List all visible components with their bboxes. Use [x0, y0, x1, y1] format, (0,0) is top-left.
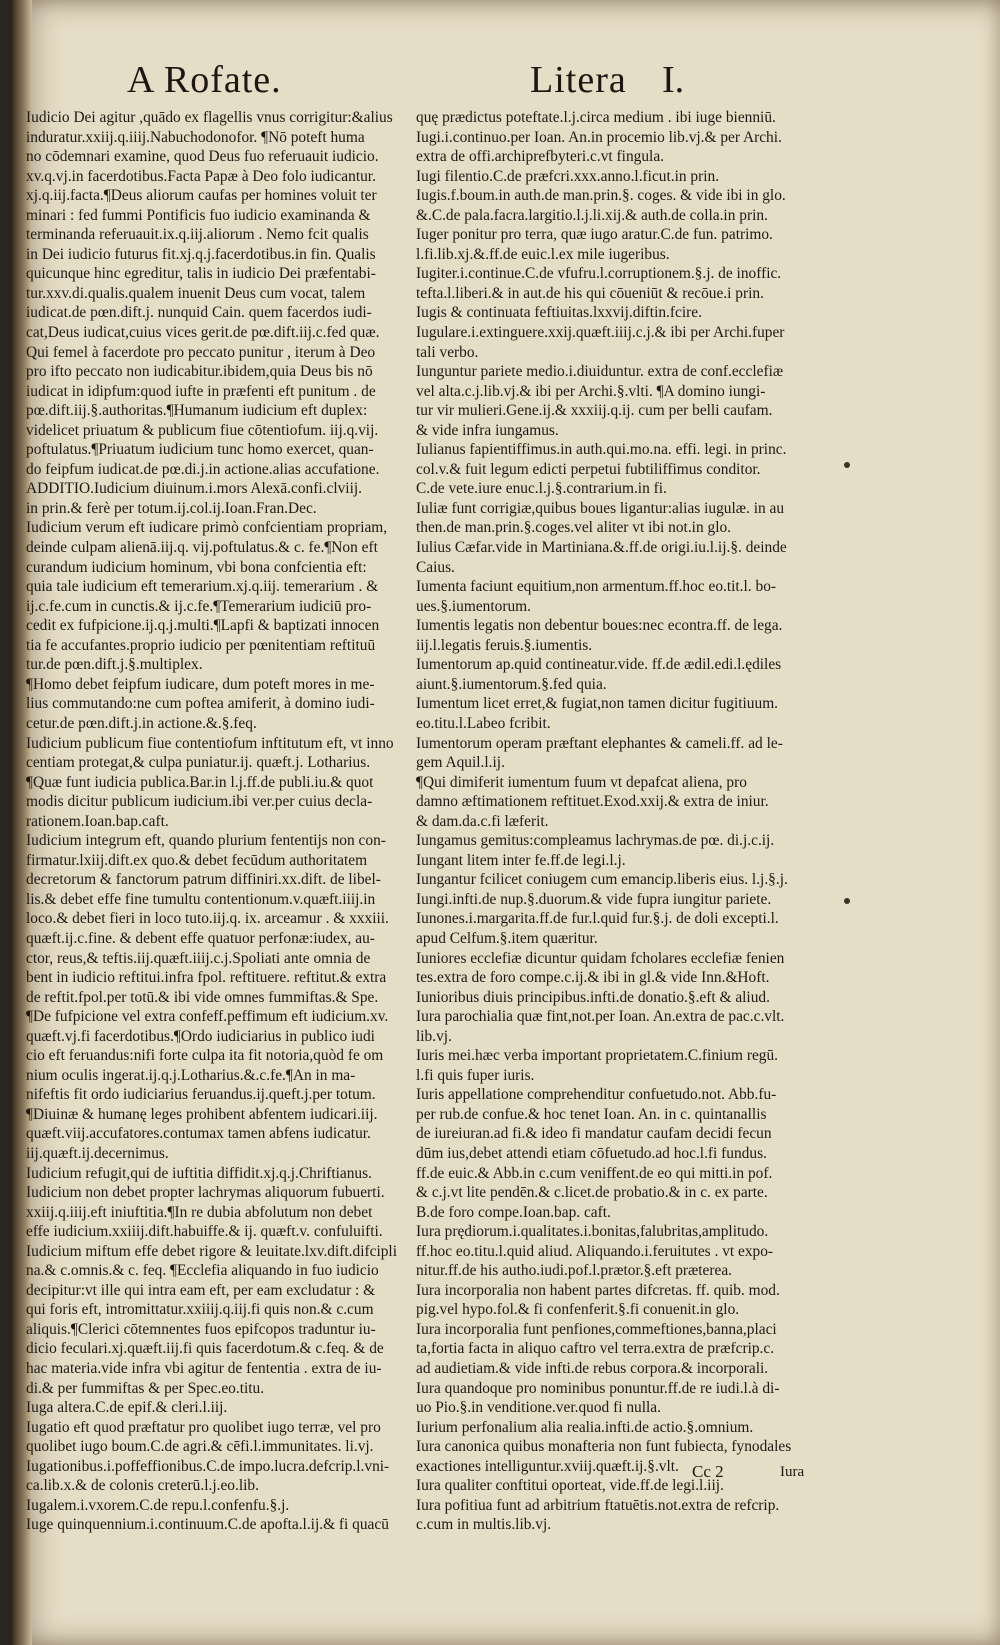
text-line: l.fi.lib.xj.&.ff.de euic.l.ex mile iugeribus. — [416, 245, 670, 263]
catchword: Iura — [780, 1464, 805, 1480]
text-line: ij.c.fe.cum in cunctis.& ij.c.fe.¶Temerarium iudiciū pro- — [26, 597, 372, 615]
text-line: l.fi quis fuper iuris. — [416, 1066, 535, 1084]
text-line: Iugiter.i.continue.C.de vfufru.l.corruptionem.§.j. de inoffic. — [416, 265, 782, 283]
text-line: quolibet iugo boum.C.de agri.& cēfi.l.immunitates. li.vj. — [26, 1438, 374, 1456]
text-line: de iureiuran.ad fi.& ideo fi mandatur caufam decidi fecun — [416, 1125, 772, 1143]
text-line: xv.q.vj.in facerdotibus.Facta Papæ à Deo folo iudicantur. — [26, 167, 376, 185]
text-line: Iungamus gemitus:compleamus lachrymas.de pœ. di.j.c.ij. — [416, 832, 775, 850]
text-line: ad audietiam.& vide infti.de rebus corpora.& incorporali. — [416, 1360, 769, 1377]
text-line: col.v.& fuit legum edicti perpetui fubtiliffimus conditor. — [416, 460, 761, 478]
text-line: de reftit.fpol.per totū.& ibi vide omnes fummiftas.& Spe. — [26, 988, 379, 1006]
right-column — [416, 108, 844, 1535]
text-line: iudicat.de pœn.dift.j. nunquid Cain. quem facerdos iudi- — [26, 304, 372, 322]
text-line: xj.q.iij.facta.¶Deus aliorum caufas per homines voluit ter — [26, 187, 377, 205]
text-line: Iumenta faciunt equitium,non armentum.ff.hoc eo.tit.l. bo- — [416, 578, 777, 596]
text-line: gem Aquil.l.ij. — [416, 754, 505, 772]
text-line: cat,Deus iudicat,cuius vices gerit.de pœ.dift.iij.c.fed quæ. — [26, 324, 380, 342]
text-line: no cōdemnari examine, quod Deus fuo referuauit iudicio. — [26, 148, 379, 166]
text-line: Iuris mei.hæc verba important proprietatem.C.finium regū. — [416, 1047, 779, 1065]
text-line: quia tale iudicium eft temerarium.xj.q.iij. temerarium . & — [26, 578, 379, 596]
text-line: Iugationibus.i.poffeffionibus.C.de impo.lucra.defcrip.l.vni- — [26, 1457, 390, 1475]
text-line: pœ.dift.iij.§.authoritas.¶Humanum iudicium eft duplex: — [26, 402, 368, 420]
running-head-left: A Rofate. — [127, 59, 282, 101]
text-line: cio eft feruandus:nifi forte culpa ita fit notoria,quòd fe om — [26, 1047, 384, 1065]
text-line: firmatur.lxiij.dift.ex quo.& debet fecūdum authoritatem — [26, 851, 368, 869]
text-line: Iunguntur pariete medio.i.diuiduntur. extra de conf.ecclefiæ — [416, 363, 784, 381]
text-line: qui foris eft, intromittatur.xxiiij.q.iij.fi quis non.& c.cum — [26, 1301, 374, 1319]
text-line: & dam.da.c.fi læferit. — [416, 812, 549, 830]
text-line: tur.xxv.di.qualis.qualem inuenit Deus cum vocat, talem — [26, 284, 366, 302]
text-line: Iumentorum ap.quid contineatur.vide. ff.de ædil.edi.l.ędiles — [416, 656, 782, 674]
text-line: B.de foro compe.Ioan.bap. caft. — [416, 1203, 611, 1221]
text-line: Iuge quinquennium.i.continuum.C.de apofta.l.ij.& fi quacū — [26, 1516, 389, 1534]
text-line: quæft.ij.c.fine. & debent effe quatuor perfonæ:iudex, au- — [26, 929, 375, 947]
text-line: Iudicium verum eft iudicare primò confcientiam propriam, — [26, 519, 388, 537]
text-line: ¶Diuinæ & humanę leges prohibent abfentem iudicari.iij. — [26, 1105, 378, 1123]
text-line: Iudicium non debet propter lachrymas aliquorum fubuerti. — [26, 1184, 385, 1202]
text-line: curandum iudicium hominum, vbi bona confcientia eft: — [26, 558, 367, 576]
text-line: Iugis & continuata feftiuitas.lxxvij.diftin.fcire. — [416, 304, 702, 322]
text-line: tur vir mulieri.Gene.ij.& xxxiij.q.ij. cum per belli caufam. — [416, 402, 773, 420]
text-line: Iugi filentio.C.de præfcri.xxx.anno.l.ficut.in prin. — [416, 167, 720, 185]
text-line: iij.l.legatis feruis.§.iumentis. — [416, 636, 593, 654]
text-line: Iuliæ funt corrigiæ,quibus boues ligantur:alias iugulæ. in au — [416, 499, 785, 517]
text-line: dicio feculari.xj.quæft.iij.fi quis facerdotum.& c.feq. & de — [26, 1340, 384, 1358]
text-line: ff.hoc eo.titu.l.quid aliud. Aliquando.i.feruitutes . vt expo- — [416, 1242, 774, 1260]
text-line: & c.j.vt lite pendēn.& c.licet.de probatio.& in c. ex parte. — [416, 1184, 768, 1202]
text-line: Iulianus fapientiffimus.in auth.qui.mo.na. effi. legi. in princ. — [416, 441, 787, 459]
text-line: nitur.ff.de his autho.iudi.pof.l.prætor.§.eft præterea. — [416, 1262, 733, 1280]
text-line: ADDITIO.Iudicium diuinum.i.mors Alexā.confi.clviij. — [26, 480, 362, 498]
text-line: Qui femel à facerdote pro peccato punitur , iterum à Deo — [26, 343, 376, 361]
text-line: effe iudicium.xxiiij.dift.habuiffe.& ij. quæft.v. confuluifti. — [26, 1223, 383, 1241]
text-line: aiunt.§.iumentorum.§.fed quia. — [416, 675, 607, 693]
text-line: na.& c.omnis.& c. feq. ¶Ecclefia aliquando in fuo iudicio — [26, 1262, 379, 1280]
text-line: vel alta.c.j.lib.vj.& ibi per Archi.§.vlti. ¶A domino iungi- — [416, 382, 766, 400]
text-line: Iuger ponitur pro terra, quæ iugo aratur.C.de fun. patrimo. — [416, 226, 773, 244]
text-line: per rub.de confue.& hoc tenet Ioan. An. in c. quintanallis — [416, 1105, 767, 1123]
text-line: lib.vj. — [416, 1027, 452, 1045]
text-line: tefta.l.liberi.& in aut.de his qui cōueniūt & recōue.i prin. — [416, 284, 764, 302]
text-line: Iuniores ecclefiæ dicuntur quidam fcholares ecclefiæ fenien — [416, 949, 785, 967]
text-line: loco.& debet fieri in loco tuto.iij.q. ix. arceamur . & xxxiii. — [26, 910, 389, 928]
text-line: iij.quæft.ij.decernimus. — [26, 1144, 169, 1162]
text-line: tali verbo. — [416, 343, 479, 361]
text-line: Iudicium miftum effe debet rigore & leuitate.lxv.dift.difcipli — [26, 1242, 397, 1260]
text-line: ta,fortia facta in aliquo caftro vel terra.extra de præfcrip.c. — [416, 1340, 775, 1358]
text-line: quę prædictus poteftate.l.j.circa medium . ibi iuge bienniū. — [416, 109, 776, 126]
text-line: Iurium perfonalium alia realia.infti.de actio.§.omnium. — [416, 1418, 754, 1436]
text-line: Iura qualiter conftitui oporteat, vide.ff.de legi.l.iij. — [416, 1477, 724, 1495]
text-line: C.de vete.iure enuc.l.j.§.contrarium.in fi. — [416, 480, 667, 498]
text-line: Iungi.infti.de nup.§.duorum.& vide fupra iungitur pariete. — [416, 890, 772, 908]
text-line: Iunioribus diuis principibus.infti.de donatio.§.eft & aliud. — [416, 988, 770, 1006]
text-line: quæft.viij.accufatores.contumax tamen abfens iudicatur. — [26, 1125, 371, 1143]
text-line: Iumentorum operam præftant elephantes & cameli.ff. ad le- — [416, 734, 783, 752]
text-line: Iunones.i.margarita.ff.de fur.l.quid fur.§.j. de doli excepti.l. — [416, 910, 779, 928]
left-column — [26, 108, 404, 1535]
text-line: poftulatus.¶Priuatum iudicium tunc homo exercet, quan- — [26, 441, 374, 459]
text-line: Iura incorporalia non habent partes difcretas. ff. quib. mod. — [416, 1281, 780, 1299]
text-line: ca.lib.x.& de colonis creterū.l.j.eo.lib. — [26, 1477, 259, 1495]
text-line: Iura incorporalia funt penfiones,commeftiones,banna,placi — [416, 1320, 777, 1338]
text-line: pro ifto peccato non iudicabitur.ibidem,quia Deus bis nō — [26, 363, 373, 381]
text-line: Iudicio Dei agitur ,quādo ex flagellis vnus corrigitur:&alius — [26, 109, 393, 126]
text-line: in prin.& ferè per totum.ij.col.ij.Ioan.Fran.Dec. — [26, 499, 317, 517]
text-line: ues.§.iumentorum. — [416, 597, 531, 615]
text-line: minari : fed fummi Pontificis fuo iudicio examinanda & — [26, 206, 371, 224]
text-line: Iumentis legatis non debentur boues:nec econtra.ff. de lega. — [416, 617, 783, 635]
text-line: dūm ius,debet attendi etiam cōfuetudo.ad hoc.l.fi fundus. — [416, 1144, 767, 1162]
text-line: exactiones intelliguntur.xviij.quæft.ij.§.vlt. — [416, 1457, 679, 1475]
text-line: eo.titu.l.Labeo fcribit. — [416, 714, 551, 732]
text-line: induratur.xxiij.q.iiij.Nabuchodonofor. ¶Nō poteft huma — [26, 128, 365, 146]
text-line: cedit ex fufpicione.ij.q.j.multi.¶Lapfi & baptizati innocen — [26, 617, 380, 635]
text-line: deinde culpam alienā.iij.q. vij.poftulatus.& c. fe.¶Non eft — [26, 539, 378, 557]
signature-mark: Cc 2 — [692, 1462, 724, 1481]
text-line: ¶Quæ funt iudicia publica.Bar.in l.j.ff.de publi.iu.& quot — [26, 773, 374, 791]
text-line: Caius. — [416, 558, 455, 576]
text-line: Iudicium refugit,qui de iuftitia diffidit.xj.q.j.Chriftianus. — [26, 1164, 372, 1182]
text-line: ctor, reus,& teftis.iij.quæft.iiij.c.j.Spoliati ante omnia de — [26, 949, 371, 967]
text-line: nifeftis fit ordo iudiciarius feruandus.ij.queft.j.per totum. — [26, 1086, 376, 1104]
text-line: xxiij.q.iiij.eft iniuftitia.¶In re dubia abfolutum non debet — [26, 1203, 373, 1221]
text-line: & vide infra iungamus. — [416, 421, 559, 439]
text-line: quæft.vj.fi facerdotibus.¶Ordo iudiciarius in publico iudi — [26, 1027, 375, 1045]
text-line: ff.de euic.& Abb.in c.cum veniffent.de eo qui mitti.in pof. — [416, 1164, 773, 1182]
text-line: pig.vel hypo.fol.& fi confenferit.§.fi conuenit.in glo. — [416, 1301, 740, 1319]
text-line: ¶Homo debet feipfum iudicare, dum poteft mores in me- — [26, 675, 375, 693]
text-line: terminanda referuauit.ix.q.iij.aliorum . Nemo fcit qualis — [26, 226, 369, 244]
text-line: lis.& debet effe fine tumultu contentionum.v.quæft.iiij.in — [26, 890, 376, 908]
text-line: Iuga altera.C.de epif.& cleri.l.iij. — [26, 1399, 228, 1417]
text-line: decipitur:vt ille qui intra eam eft, per eam excludatur : & — [26, 1281, 376, 1299]
text-line: Iugulare.i.extinguere.xxij.quæft.iiij.c.j.& ibi per Archi.fuper — [416, 324, 785, 342]
text-line: extra de offi.archiprefbyteri.c.vt fingula. — [416, 148, 664, 166]
text-line: Iungant litem inter fe.ff.de legi.l.j. — [416, 851, 626, 869]
text-line: nium oculis ingerat.ij.q.j.Lotharius.&.c.fe.¶An in ma- — [26, 1066, 356, 1084]
text-line: Iura canonica quibus monafteria non funt fubiecta, fynodales — [416, 1438, 792, 1456]
text-line: Iugi.i.continuo.per Ioan. An.in procemio lib.vj.& per Archi. — [416, 128, 782, 146]
text-line: lius commutando:ne cum poftea amiferit, à domino iudi- — [26, 695, 375, 713]
text-line: decretorum & fanctorum patrum diffiniri.xx.dift. de libel- — [26, 871, 381, 889]
text-line: Iura prędiorum.i.qualitates.i.bonitas,falubritas,amplitudo. — [416, 1223, 769, 1241]
text-line: quicunque hinc egreditur, talis in iudicio Dei præfentabi- — [26, 265, 376, 283]
text-line: Iura pofitiua funt ad arbitrium ftatuētis.not.extra de refcrip. — [416, 1496, 780, 1514]
text-line: in Dei iudicio futurus fit.xj.q.j.facerdotibus.in fin. Qualis — [26, 245, 376, 263]
page-footer — [12, 1462, 1000, 1486]
text-line: Iugis.f.boum.in auth.de man.prin.§. coges. & vide ibi in glo. — [416, 187, 786, 205]
text-line: c.cum in multis.lib.vj. — [416, 1516, 552, 1534]
text-line: tia fe accufantes.proprio iudicio per pœnitentiam reftituū — [26, 636, 376, 654]
text-line: Iura quandoque pro nominibus ponuntur.ff.de re iudi.l.à di- — [416, 1379, 780, 1397]
text-line: cetur.de pœn.dift.j.in actione.&.§.feq. — [26, 714, 257, 732]
text-line: di.& per fummiftas & per Spec.eo.titu. — [26, 1379, 265, 1397]
text-line: ¶Qui dimiferit iumentum fuum vt depafcat aliena, pro — [416, 773, 747, 791]
text-line: Iungantur fcilicet coniugem cum emancip.liberis eius. l.j.§.j. — [416, 871, 788, 889]
text-line: Iugalem.i.vxorem.C.de repu.l.confenfu.§.j. — [26, 1496, 290, 1514]
text-line: Iura parochialia quæ fint,not.per Ioan. An.extra de pac.c.vlt. — [416, 1008, 785, 1026]
text-line: do feipfum iudicat.de pœ.di.j.in actione.alias accufatione. — [26, 460, 380, 478]
book-page — [12, 0, 1000, 1645]
text-line: tur.de pœn.dift.j.§.multiplex. — [26, 656, 203, 674]
text-line: Iudicium publicum fiue contentiofum inftitutum eft, vt inno — [26, 734, 394, 752]
text-line: &.C.de pala.facra.largitio.l.j.li.xij.& auth.de colla.in prin. — [416, 206, 768, 224]
text-line: videlicet priuatum & publicum fiue cōtentiofum. iij.q.vij. — [26, 421, 379, 439]
text-line: Iumentum licet erret,& fugiat,non tamen dicitur fugitiuum. — [416, 695, 779, 713]
text-line: Iudicium integrum eft, quando plurium fententijs non con- — [26, 832, 386, 850]
text-line: damno æftimationem reftituet.Exod.xxij.& extra de iniur. — [416, 793, 769, 811]
margin-mark — [844, 898, 850, 904]
text-line: centiam protegat,& culpa puniatur.ij. quæft.j. Lotharius. — [26, 754, 371, 772]
text-line: apud Celfum.§.item quæritur. — [416, 929, 598, 947]
text-line: aliquis.¶Clerici cōtemnentes fuos epifcopos traduntur iu- — [26, 1320, 376, 1338]
text-line: bent in iudicio reftitui.infra fpol. reftituere. reftitut.& extra — [26, 969, 387, 987]
text-line: tes.extra de foro compe.c.ij.& ibi in gl.& vide Inn.&Hoft. — [416, 969, 770, 987]
text-line: rationem.Ioan.bap.caft. — [26, 812, 169, 830]
text-line: hac materia.vide infra vbi agitur de fententia . extra de iu- — [26, 1360, 382, 1377]
text-line: iudicat in idipfum:quod iufte in præfenti eft punitum . de — [26, 382, 376, 400]
margin-mark — [844, 462, 850, 468]
text-line: modis dicitur publicum iudicium.ibi ver.per cuius decla- — [26, 793, 373, 811]
text-line: Iuris appellatione comprehenditur confuetudo.not. Abb.fu- — [416, 1086, 777, 1104]
text-line: Iulius Cæfar.vide in Martiniana.&.ff.de origi.iu.l.ij.§. deinde — [416, 539, 787, 557]
text-line: uo Pio.§.in venditione.ver.quod fi nulla. — [416, 1399, 661, 1417]
text-line: then.de man.prin.§.coges.vel aliter vt ibi not.in glo. — [416, 519, 732, 537]
text-line: ¶De fufpicione vel extra confeff.peffimum eft iudicium.xv. — [26, 1008, 389, 1026]
running-head-right: Litera — [530, 59, 627, 101]
text-line: Iugatio eft quod præftatur pro quolibet iugo terræ, vel pro — [26, 1418, 381, 1436]
running-head-letter: I. — [662, 59, 685, 101]
